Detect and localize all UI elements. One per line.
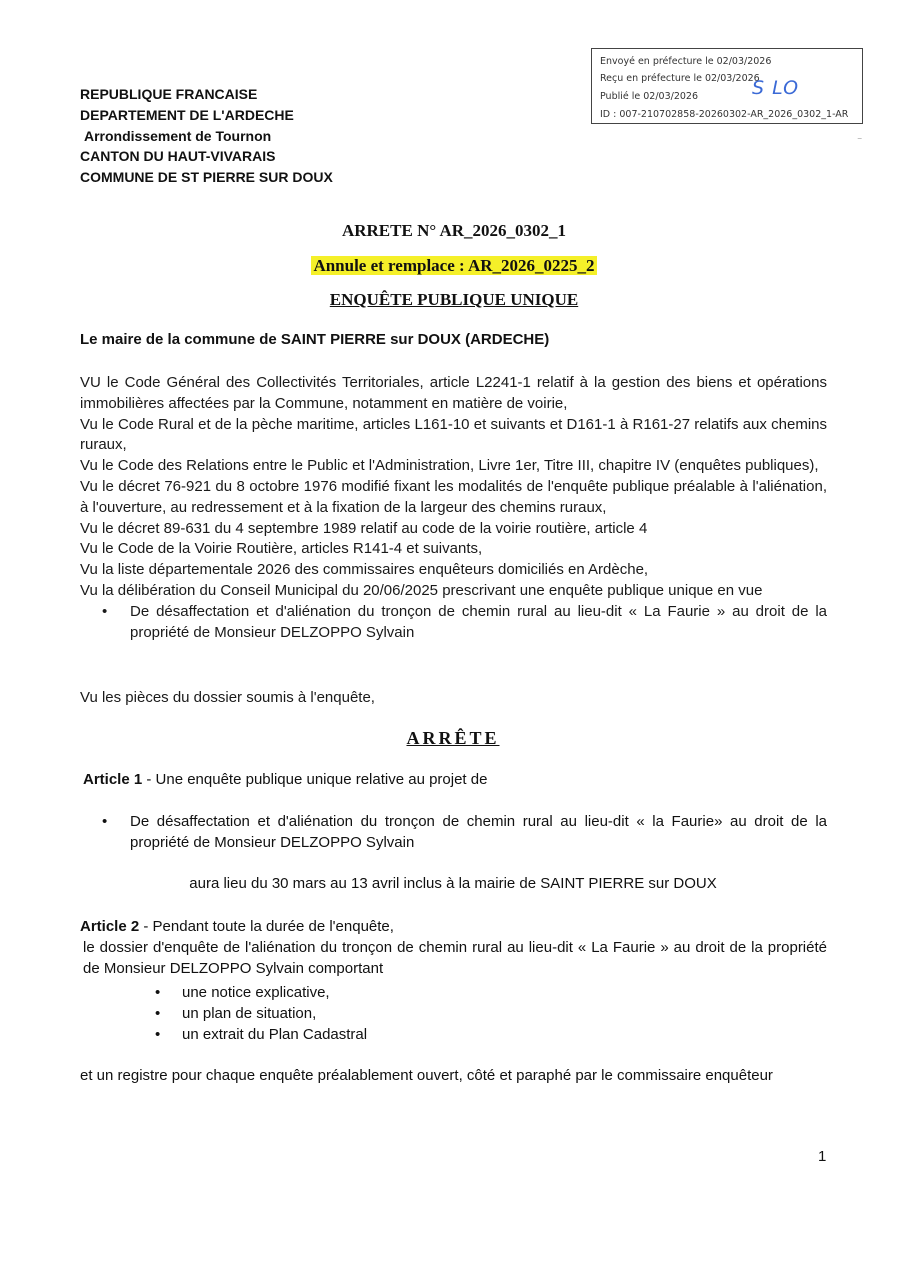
scan-mark: ‾ <box>858 138 862 149</box>
vu-decret-1989: Vu le décret 89-631 du 4 septembre 1989 relatif au code de la voirie routière, article 4 <box>80 519 648 537</box>
list-item-text: un plan de situation, <box>182 1005 317 1023</box>
bullet-dot: • <box>155 1026 161 1044</box>
header-line-commune: COMMUNE DE ST PIERRE SUR DOUX <box>80 169 333 186</box>
handwritten-initials: S LO <box>752 77 800 99</box>
vu-section <box>80 373 827 643</box>
arrete-number-title: ARRETE N° AR_2026_0302_1 <box>341 221 567 240</box>
bullet-dot: • <box>102 813 108 830</box>
vu-crpa: Vu le Code des Relations entre le Public et l'Administration, Livre 1er, Titre III, chapitre IV (enquêtes publiques), <box>80 457 819 475</box>
article-1 <box>83 771 487 788</box>
list-item <box>155 1024 367 1045</box>
article-1-text: - Une enquête publique unique relative au projet de <box>142 771 488 788</box>
vu-code-rural: Vu le Code Rural et de la pèche maritime, articles L161-10 et suivants et D161-1 à R161-27 relatifs aux chemins ruraux, <box>80 415 827 454</box>
article-2-list <box>155 982 367 1046</box>
article-2-label: Article 2 <box>80 918 140 935</box>
list-item-text: un extrait du Plan Cadastral <box>182 1026 368 1044</box>
header-line-republique: REPUBLIQUE FRANCAISE <box>80 86 258 102</box>
vu-deliberation: Vu la délibération du Conseil Municipal du 20/06/2025 prescrivant une enquête publique unique en vue <box>80 581 763 599</box>
list-item <box>155 1003 367 1024</box>
article-1-label: Article 1 <box>83 771 143 788</box>
bullet-dot: • <box>155 984 161 1001</box>
stamp-publie: Publié le 02/03/2026 <box>600 91 699 102</box>
administrative-header <box>80 84 333 188</box>
header-line-arrondissement: Arrondissement de Tournon <box>84 127 272 144</box>
annule-remplace-line <box>0 256 900 276</box>
list-item <box>155 982 367 1003</box>
header-line-canton: CANTON DU HAUT-VIVARAIS <box>80 148 276 165</box>
article-1-lieu: aura lieu du 30 mars au 13 avril inclus à la mairie de SAINT PIERRE sur DOUX <box>189 875 717 892</box>
vu-decret-1976: Vu le décret 76-921 du 8 octobre 1976 modifié fixant les modalités de l'enquête publique préalable à l'aliénation, à l'ouverture, au redressement et à la fixation de la largeur des chemins ruraux, <box>80 477 827 516</box>
article-2 <box>80 917 827 979</box>
list-item-text: une notice explicative, <box>182 984 330 1001</box>
article-1-bullet-text: De désaffectation et d'aliénation du tronçon de chemin rural au lieu-dit « la Faurie» au droit de la propriété de Monsieur DELZOPPO Sylvain <box>130 813 827 851</box>
arrete-heading: ARRÊTE <box>406 728 500 748</box>
article-1-bullet <box>80 812 827 854</box>
bullet-dot: • <box>102 602 108 620</box>
stamp-id: ID : 007-210702858-20260302-AR_2026_0302_1-AR <box>600 109 849 120</box>
vu-liste-commissaires: Vu la liste départementale 2026 des commissaires enquêteurs domiciliés en Ardèche, <box>80 561 649 579</box>
page-number: 1 <box>818 1148 827 1165</box>
registre-line: et un registre pour chaque enquête préalablement ouvert, côté et paraphé par le commissaire enquêteur <box>80 1067 773 1084</box>
prefecture-stamp <box>591 48 863 124</box>
annule-remplace-highlight: Annule et remplace : AR_2026_0225_2 <box>313 256 595 275</box>
article-2-text: - Pendant toute la durée de l'enquête, <box>139 918 394 935</box>
bullet-dot: • <box>155 1005 161 1023</box>
article-2-body: le dossier d'enquête de l'aliénation du tronçon de chemin rural au lieu-dit « La Faurie » au droit de la propriété de Monsieur DELZOPPO Sylvain comportant <box>83 938 827 977</box>
intro-maire: Le maire de la commune de SAINT PIERRE sur DOUX (ARDECHE) <box>80 331 550 348</box>
vu-bullet-item <box>80 602 827 644</box>
stamp-recu: Reçu en préfecture le 02/03/2026 <box>600 73 760 84</box>
vu-bullet-text: De désaffectation et d'aliénation du tronçon de chemin rural au lieu-dit « La Faurie » au droit de la propriété de Monsieur DELZOPPO Sylvain <box>130 602 827 641</box>
stamp-envoye: Envoyé en préfecture le 02/03/2026 <box>600 56 772 67</box>
vu-pieces: Vu les pièces du dossier soumis à l'enquête, <box>80 689 375 706</box>
vu-code-voirie: Vu le Code de la Voirie Routière, articles R141-4 et suivants, <box>80 540 483 558</box>
vu-cgct: VU le Code Général des Collectivités Territoriales, article L2241-1 relatif à la gestion des biens et opérations immobilières affectées par la Commune, notamment en matière de voirie, <box>80 374 827 412</box>
enquete-title: ENQUÊTE PUBLIQUE UNIQUE <box>329 290 579 309</box>
header-line-departement: DEPARTEMENT DE L'ARDECHE <box>80 106 294 123</box>
